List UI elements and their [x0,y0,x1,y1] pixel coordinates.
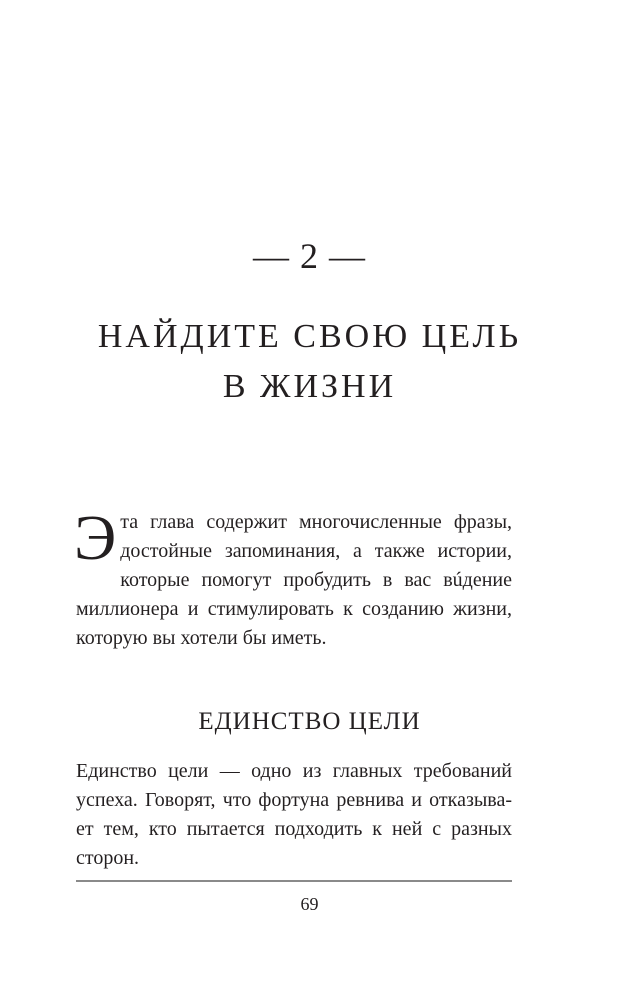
footer-divider [76,880,512,882]
section-line-2: успеха. Говорят, что фортуна ревнива и отказыва- [76,789,512,811]
section-paragraph [76,757,512,873]
chapter-number: — 2 — [253,236,366,276]
section-line-1: Единство цели — одно из главных требований [76,760,512,782]
chapter-title-line-2: В ЖИЗНИ [222,368,397,405]
chapter-title [40,312,579,412]
intro-paragraph [74,502,512,653]
intro-text: та глава содержит многочисленные фразы, достойные запоминания, а также истории, которые помогут пробудить в вас вúдение миллионера и стимулировать к созданию жизни, которую вы хотели бы иметь. [76,511,512,649]
section-line-3: ет тем, кто пытается подходить к ней с разных [76,818,512,840]
section-heading: ЕДИНСТВО ЦЕЛИ [198,708,421,735]
chapter-title-line-1: НАЙДИТЕ СВОЮ ЦЕЛЬ [97,318,522,355]
drop-cap-letter: Э [74,502,117,573]
page-number: 69 [300,894,319,914]
section-line-4: сторон. [76,847,140,869]
